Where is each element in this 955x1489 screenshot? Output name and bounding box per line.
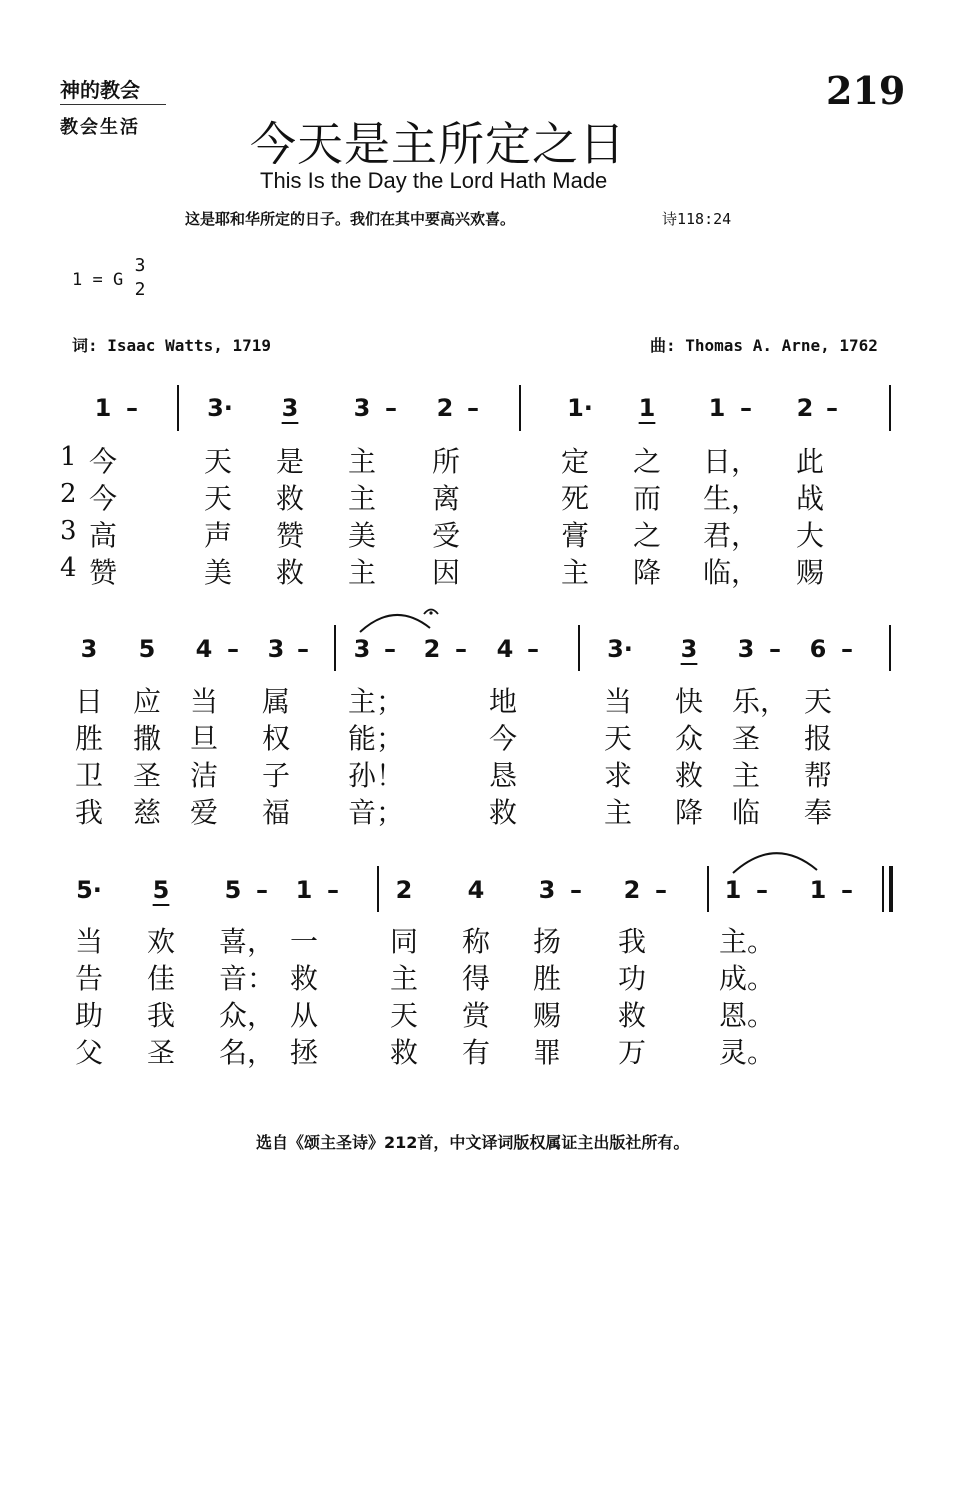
dash-mark: – (297, 635, 309, 663)
lyric-syllable: 福 (261, 796, 291, 829)
lyric-syllable: 我 (74, 796, 104, 829)
lyric-syllable: 得 (461, 962, 491, 995)
lyric-syllable: 美 (347, 519, 377, 552)
lyric-syllable: 洁 (189, 759, 219, 792)
lyric-syllable: 天 (603, 722, 633, 755)
note: 4 (496, 635, 514, 663)
note: 1 (708, 394, 726, 422)
lyric-syllable: 权 (261, 722, 291, 755)
lyric-syllable: 主 (603, 796, 633, 829)
lyric-syllable: 音： (219, 962, 276, 995)
lyric-syllable: 之 (632, 445, 662, 478)
lyric-syllable: 欢 (146, 925, 176, 958)
lyric-syllable: 救 (488, 796, 518, 829)
lyric-syllable: 天 (389, 999, 419, 1032)
page-title: 今天是主所定之日 (250, 117, 626, 171)
lyric-syllable: 主 (347, 445, 377, 478)
lyric-syllable: 因 (431, 556, 461, 589)
lyric-syllable: 扬 (532, 925, 562, 958)
note: 3· (207, 394, 233, 422)
dash-mark: – (527, 635, 539, 663)
note: 2 (423, 635, 441, 663)
lyric-syllable: 离 (431, 482, 461, 515)
scripture-reference: 诗118:24 (662, 210, 732, 228)
lyric-syllable: 高 (88, 519, 118, 552)
lyric-syllable: 子 (261, 759, 291, 792)
dash-mark: – (467, 394, 479, 422)
lyric-syllable: 天 (803, 685, 833, 718)
lyric-syllable: 主 (347, 482, 377, 515)
lyric-syllable: 战 (795, 482, 825, 515)
lyric-syllable: 主 (389, 962, 419, 995)
lyric-syllable: 喜， (219, 925, 276, 958)
lyric-syllable: 赏 (461, 999, 491, 1032)
note: 4 (195, 635, 213, 663)
lyric-syllable: 同 (389, 925, 419, 958)
lyric-syllable: 帮 (803, 759, 833, 792)
lyric-syllable: 众 (674, 722, 704, 755)
lyric-syllable: 胜 (532, 962, 562, 995)
verse-number: 4 (60, 553, 77, 583)
lyric-syllable: 音； (348, 796, 405, 829)
verse-number: 1 (60, 442, 77, 472)
lyric-syllable: 圣 (146, 1036, 176, 1069)
note: 2 (436, 394, 454, 422)
note: 3 (281, 394, 299, 422)
lyric-syllable: 主 (731, 759, 761, 792)
note: 1 (724, 876, 742, 904)
time-signature-bottom: 2 (134, 279, 146, 300)
lyric-syllable: 恳 (488, 759, 518, 792)
dash-mark: – (327, 876, 339, 904)
lyric-syllable: 大 (795, 519, 825, 552)
lyric-syllable: 奉 (803, 796, 833, 829)
verse-number: 2 (60, 479, 77, 509)
lyric-syllable: 能； (348, 722, 405, 755)
dash-mark: – (841, 635, 853, 663)
note: 5 (152, 876, 170, 904)
lyric-syllable: 当 (189, 685, 219, 718)
dash-mark: – (826, 394, 838, 422)
lyric-syllable: 救 (389, 1036, 419, 1069)
lyric-syllable: 降 (632, 556, 662, 589)
note: 5 (224, 876, 242, 904)
lyric-syllable: 生， (703, 482, 760, 515)
lyric-syllable: 赞 (88, 556, 118, 589)
scripture-verse: 这是耶和华所定的日子。我们在其中要高兴欢喜。 (185, 210, 516, 228)
dash-mark: – (655, 876, 667, 904)
lyric-syllable: 救 (289, 962, 319, 995)
note: 3 (353, 394, 371, 422)
lyric-syllable: 主； (348, 685, 405, 718)
lyric-syllable: 日 (74, 685, 104, 718)
lyric-syllable: 功 (617, 962, 647, 995)
lyric-syllable: 孙！ (348, 759, 405, 792)
lyric-syllable: 主 (560, 556, 590, 589)
lyric-syllable: 今 (88, 482, 118, 515)
note: 5 (138, 635, 156, 663)
lyric-syllable: 声 (203, 519, 233, 552)
dash-mark: – (256, 876, 268, 904)
verse-number: 3 (60, 516, 77, 546)
dash-mark: – (769, 635, 781, 663)
hymn-number: 219 (826, 68, 906, 113)
lyricist-credit: 词: Isaac Watts, 1719 (72, 336, 272, 355)
lyric-syllable: 主。 (719, 925, 776, 958)
lyric-syllable: 地 (488, 685, 518, 718)
dash-mark: – (227, 635, 239, 663)
note: 3 (680, 635, 698, 663)
lyric-syllable: 父 (74, 1036, 104, 1069)
lyric-syllable: 报 (803, 722, 833, 755)
lyric-syllable: 天 (203, 482, 233, 515)
note: 2 (395, 876, 413, 904)
english-title: This Is the Day the Lord Hath Made (260, 168, 608, 193)
lyric-syllable: 爱 (189, 796, 219, 829)
lyric-syllable: 救 (275, 482, 305, 515)
fermata-dot (429, 611, 432, 614)
lyric-syllable: 胜 (74, 722, 104, 755)
lyric-syllable: 天 (203, 445, 233, 478)
dash-mark: – (841, 876, 853, 904)
note: 3 (267, 635, 285, 663)
lyric-syllable: 是 (275, 445, 305, 478)
subcategory-label: 教会生活 (60, 117, 140, 138)
note: 1 (809, 876, 827, 904)
lyric-syllable: 受 (431, 519, 461, 552)
lyric-syllable: 降 (674, 796, 704, 829)
lyric-syllable: 助 (74, 999, 104, 1032)
lyric-syllable: 乐， (732, 685, 789, 718)
note: 1 (94, 394, 112, 422)
lyric-syllable: 灵。 (719, 1036, 776, 1069)
lyric-syllable: 美 (203, 556, 233, 589)
note: 2 (796, 394, 814, 422)
note: 6 (809, 635, 827, 663)
lyric-syllable: 而 (632, 482, 662, 515)
lyric-syllable: 一 (289, 925, 319, 958)
dash-mark: – (384, 635, 396, 663)
lyric-syllable: 救 (275, 556, 305, 589)
lyric-syllable: 属 (261, 685, 291, 718)
lyric-syllable: 赐 (532, 999, 562, 1032)
lyric-syllable: 主 (347, 556, 377, 589)
dash-mark: – (740, 394, 752, 422)
note: 3 (353, 635, 371, 663)
key-signature: 1 = G (72, 270, 124, 290)
lyric-syllable: 今 (88, 445, 118, 478)
lyric-syllable: 恩。 (719, 999, 776, 1032)
lyric-syllable: 赐 (795, 556, 825, 589)
lyric-syllable: 求 (603, 759, 633, 792)
note: 1· (567, 394, 593, 422)
note: 3 (538, 876, 556, 904)
note: 1 (295, 876, 313, 904)
note: 3· (607, 635, 633, 663)
lyric-syllable: 称 (461, 925, 491, 958)
lyric-syllable: 慈 (132, 796, 162, 829)
lyric-syllable: 圣 (132, 759, 162, 792)
lyric-syllable: 此 (795, 445, 825, 478)
note: 5· (76, 876, 102, 904)
lyric-syllable: 赞 (275, 519, 305, 552)
lyric-syllable: 死 (560, 482, 590, 515)
lyric-syllable: 当 (603, 685, 633, 718)
lyric-syllable: 所 (431, 445, 461, 478)
dash-mark: – (126, 394, 138, 422)
lyric-syllable: 之 (632, 519, 662, 552)
time-signature-top: 3 (134, 255, 146, 276)
note: 3 (737, 635, 755, 663)
lyric-syllable: 当 (74, 925, 104, 958)
lyric-syllable: 临 (731, 796, 761, 829)
lyric-syllable: 救 (617, 999, 647, 1032)
lyric-syllable: 应 (132, 685, 162, 718)
lyric-syllable: 我 (146, 999, 176, 1032)
dash-mark: – (455, 635, 467, 663)
lyric-syllable: 佳 (146, 962, 176, 995)
note: 1 (638, 394, 656, 422)
lyric-syllable: 万 (617, 1036, 647, 1069)
lyric-syllable: 快 (674, 685, 704, 718)
category-label: 神的教会 (60, 78, 140, 102)
lyric-syllable: 有 (461, 1036, 491, 1069)
lyric-syllable: 撒 (132, 722, 162, 755)
tie-mark (733, 853, 817, 873)
lyric-syllable: 日， (703, 445, 760, 478)
dash-mark: – (385, 394, 397, 422)
lyric-syllable: 膏 (560, 519, 590, 552)
composer-credit: 曲: Thomas A. Arne, 1762 (650, 336, 878, 355)
note: 2 (623, 876, 641, 904)
lyric-syllable: 临， (703, 556, 760, 589)
lyric-syllable: 名， (219, 1036, 276, 1069)
lyric-syllable: 我 (617, 925, 647, 958)
lyric-syllable: 旦 (189, 722, 219, 755)
lyric-syllable: 卫 (74, 759, 104, 792)
lyric-syllable: 今 (488, 722, 518, 755)
copyright-footer: 选自《颂主圣诗》212首，中文译词版权属证主出版社所有。 (256, 1133, 690, 1152)
dash-mark: – (756, 876, 768, 904)
lyric-syllable: 救 (674, 759, 704, 792)
lyric-syllable: 众， (219, 999, 276, 1032)
lyric-syllable: 罪 (532, 1036, 562, 1069)
lyric-syllable: 从 (289, 999, 319, 1032)
note: 4 (467, 876, 485, 904)
lyric-syllable: 圣 (731, 722, 761, 755)
dash-mark: – (570, 876, 582, 904)
note: 3 (80, 635, 98, 663)
lyric-syllable: 君， (703, 519, 760, 552)
lyric-syllable: 拯 (289, 1036, 319, 1069)
lyric-syllable: 定 (560, 445, 590, 478)
lyric-syllable: 成。 (719, 962, 776, 995)
lyric-syllable: 告 (74, 962, 104, 995)
slur-mark (360, 615, 430, 632)
